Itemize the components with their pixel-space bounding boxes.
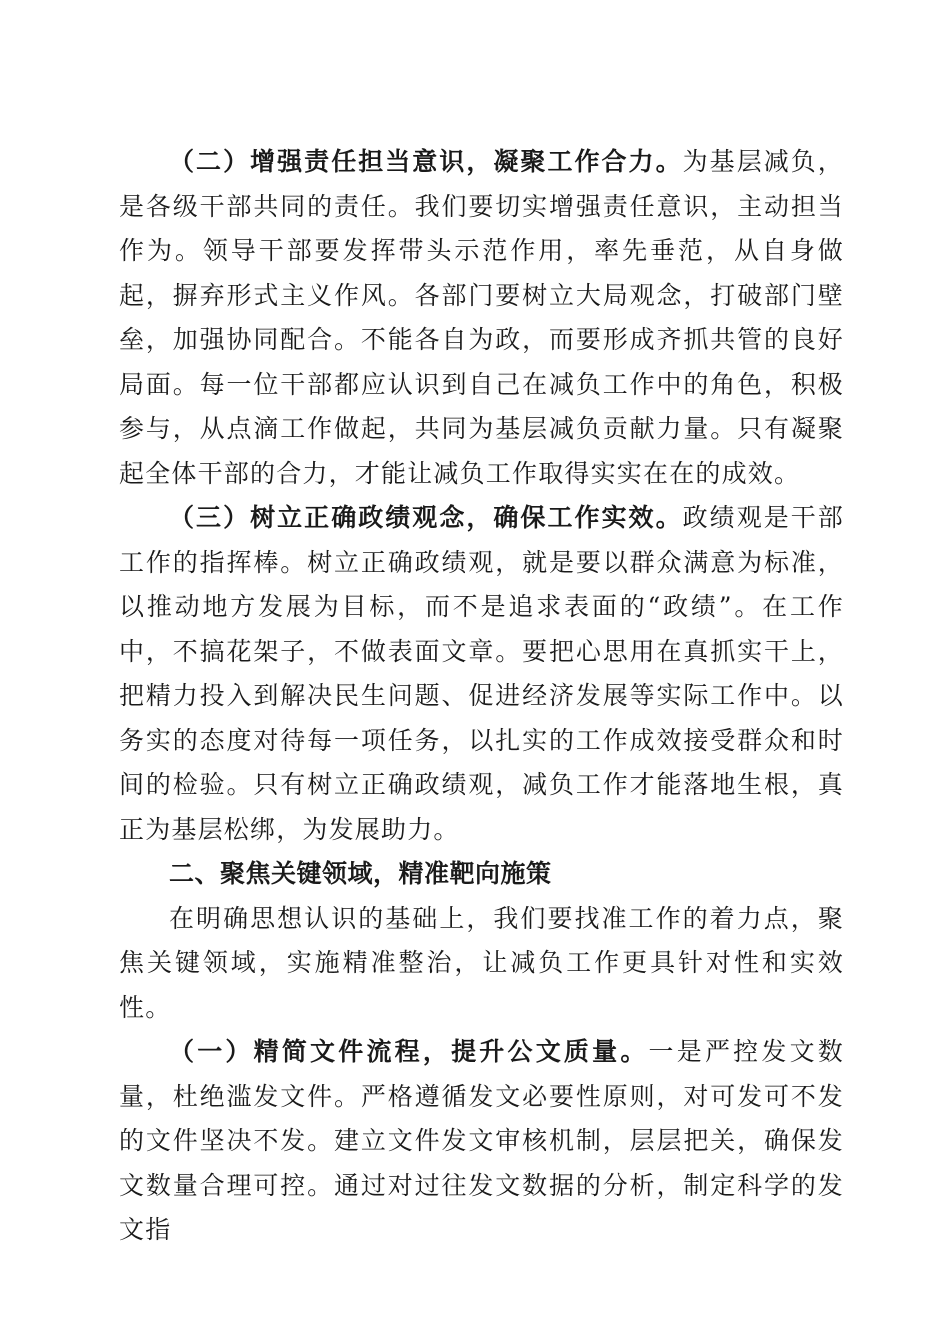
- section-intro: 在明确思想认识的基础上，我们要找准工作的着力点，聚焦关键领域，实施精准整治，让减负工作更具针对性和实效性。: [119, 903, 844, 1022]
- paragraph-text: 一是严控发文数量，杜绝滥发文件。严格遵循发文必要性原则，对可发可不发的文件坚决不发。建立文件发文审核机制，层层把关，确保发文数量合理可控。通过对过往发文数据的分析，制定科学的发文指: [119, 1037, 844, 1244]
- paragraph-lead: （一）精简文件流程，提升公文质量。: [169, 1037, 649, 1066]
- section-heading: 二、聚焦关键领域，精准靶向施策: [169, 859, 552, 888]
- paragraph-performance-view: [119, 496, 844, 852]
- document-body: [119, 140, 844, 1253]
- paragraph-text: 政绩观是干部工作的指挥棒。树立正确政绩观，就是要以群众满意为标准，以推动地方发展为目标，而不是追求表面的“政绩”。在工作中，不搞花架子，不做表面文章。要把心思用在真抓实干上，把精力投入到解决民生问题、促进经济发展等实际工作中。以务实的态度对待每一项任务，以扎实的工作成效接受群众和时间的检验。只有树立正确政绩观，减负工作才能落地生根，真正为基层松绑，为发展助力。: [119, 503, 844, 844]
- paragraph-lead: （二）增强责任担当意识，凝聚工作合力。: [169, 147, 683, 176]
- paragraph-responsibility: [119, 140, 844, 496]
- paragraph-document-process: [119, 1030, 844, 1253]
- paragraph-lead: （三）树立正确政绩观念，确保工作实效。: [169, 503, 683, 532]
- paragraph-text: 为基层减负，是各级干部共同的责任。我们要切实增强责任意识，主动担当作为。领导干部要发挥带头示范作用，率先垂范，从自身做起，摒弃形式主义作风。各部门要树立大局观念，打破部门壁垒，加强协同配合。不能各自为政，而要形成齐抓共管的良好局面。每一位干部都应认识到自己在减负工作中的角色，积极参与，从点滴工作做起，共同为基层减负贡献力量。只有凝聚起全体干部的合力，才能让减负工作取得实实在在的成效。: [119, 147, 844, 488]
